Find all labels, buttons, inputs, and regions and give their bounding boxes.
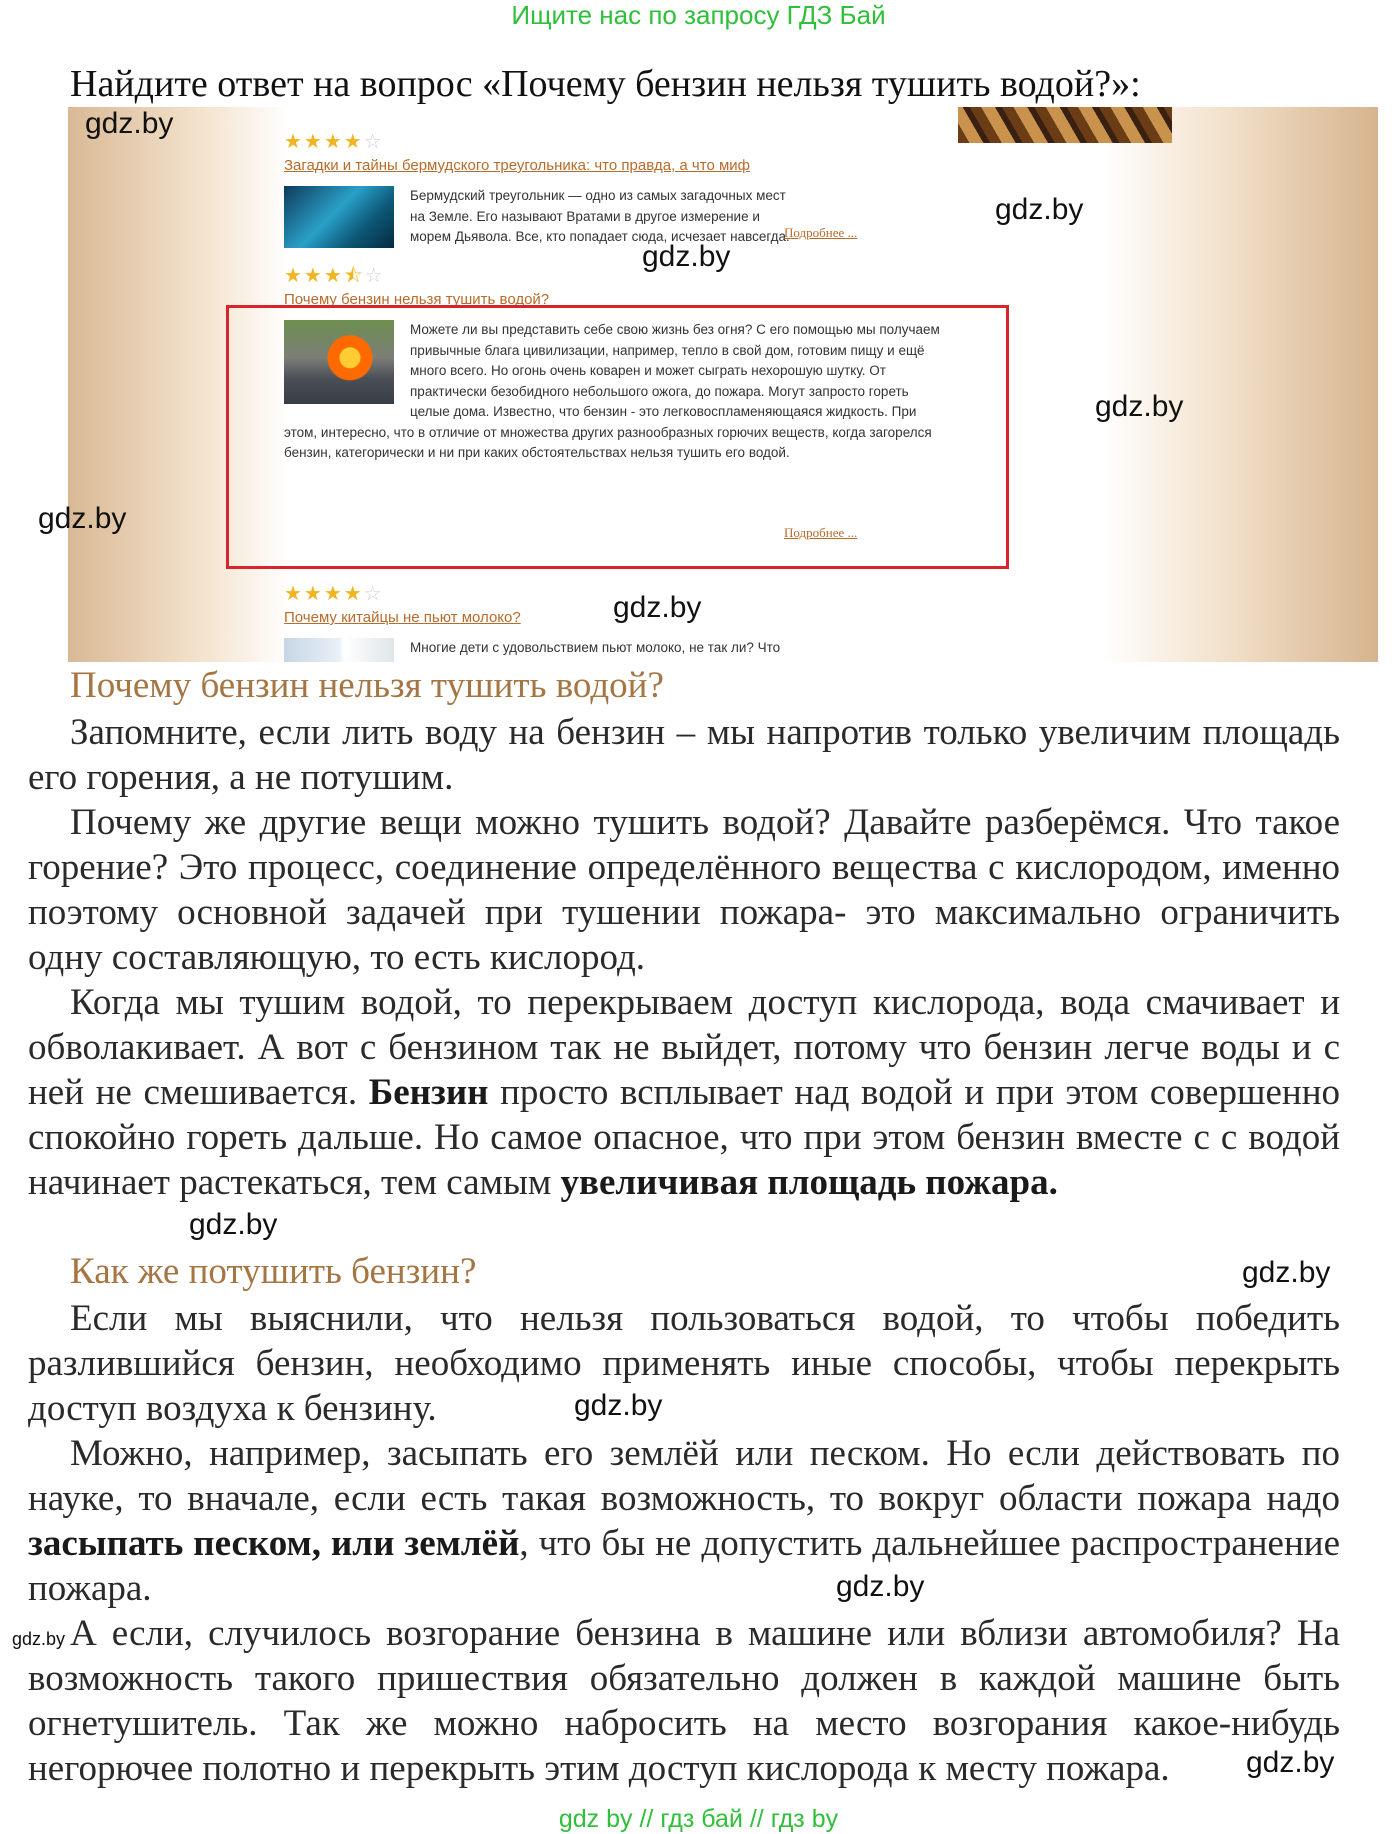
watermark: gdz.by: [1095, 390, 1184, 423]
watermark: gdz.by: [836, 1570, 925, 1603]
watermark: gdz.by: [574, 1389, 663, 1422]
paragraph: Когда мы тушим водой, то перекрываем доступ кислорода, вода смачивает и обволакивает. А вот с бензином так не выйдет, потому что бензин легче воды и с ней не смешивается. Бензин просто всплывает над водой и при этом совершенно спокойно гореть дальше. Но самое опасное, что при этом бензин вместе с с водой начинает растекаться, тем самым увеличивая площадь пожара.: [28, 982, 1340, 1203]
watermark: gdz.by: [38, 502, 127, 535]
article-link[interactable]: Почему бензин нельзя тушить водой?: [284, 291, 550, 308]
rating-stars: ★★★★☆: [284, 583, 384, 605]
bermuda-sea-image: [284, 186, 394, 248]
watermark: gdz.by: [1246, 1746, 1335, 1779]
site-screenshot: [68, 107, 1378, 662]
watermark: gdz.by: [995, 193, 1084, 226]
article-body: [284, 638, 1044, 662]
bottom-banner: gdz by // гдз бай // гдз by: [558, 1805, 839, 1833]
milk-image: [284, 638, 394, 662]
article-text: Можете ли вы представить себе свою жизнь без огня? С его помощью мы получаем привычные блага цивилизации, например, тепло в свой дом, готовим пищу и ещё много всего. Но огонь очень коварен и может сыграть нехорошую шутку. От практически безобидного небольшого ожога, до пожара. Могут запросто гореть целые дома. Известно, что бензин - это легковоспламеняющаяся жидкость. При этом, интересно, что в отличие от множества других разнообразных горючих веществ, когда загорелся бензин, категорически и ни при каких обстоятельствах нельзя тушить его водой.: [284, 322, 940, 460]
read-more-link[interactable]: Подробнее ...: [784, 225, 858, 240]
paragraph: Можно, например, засыпать его землёй или песком. Но если действовать по науке, то вначале, если есть такая возможность, то вокруг области пожара надо засыпать песком, или землёй, что бы не допустить дальнейшее распространение пожара.: [28, 1433, 1340, 1609]
watermark: gdz.by: [85, 107, 174, 140]
highlight-frame: [226, 305, 1009, 569]
watermark: gdz.by: [642, 240, 731, 273]
paragraph: Запомните, если лить воду на бензин – мы напротив только увеличим площадь его горения, а не потушим.: [28, 712, 1340, 798]
paragraph: А если, случилось возгорание бензина в машине или вблизи автомобиля? На возможность такого пришествия обязательно должен в каждой машине быть огнетушитель. Так же можно набросить на место возгорания какое-нибудь негорючее полотно и перекрыть этим доступ кислорода к месту пожара.: [28, 1613, 1340, 1789]
watermark: gdz.by: [12, 1629, 66, 1649]
top-banner: Ищите нас по запросу ГДЗ Бай: [511, 0, 886, 30]
article-link[interactable]: Почему китайцы не пьют молоко?: [284, 609, 521, 626]
article-text: Бермудский треугольник — одно из самых загадочных мест на Земле. Его называют Вратами в другое измерение и морем Дьявола. Все, кто попадает сюда, исчезает навсегда.: [410, 188, 790, 244]
rating-stars: ★★★⯪☆: [284, 265, 385, 287]
watermark: gdz.by: [1242, 1256, 1331, 1289]
section-heading: Как же потушить бензин?: [70, 1251, 477, 1292]
article-text: Многие дети с удовольствием пьют молоко, не так ли? Что: [410, 640, 781, 655]
question-text: Найдите ответ на вопрос «Почему бензин нельзя тушить водой?»:: [70, 63, 1141, 105]
read-more-link[interactable]: Подробнее ...: [784, 525, 858, 540]
section-heading: Почему бензин нельзя тушить водой?: [70, 665, 664, 706]
paragraph: Почему же другие вещи можно тушить водой? Давайте разберёмся. Что такое горение? Это процесс, соединение определённого вещества с кислородом, именно поэтому основной задачей при тушении пожара- это максимально ограничить одну составляющую, то есть кислород.: [28, 802, 1340, 978]
watermark: gdz.by: [613, 591, 702, 624]
watermark: gdz.by: [189, 1208, 278, 1241]
article-link[interactable]: Загадки и тайны бермудского треугольника: что правда, а что миф: [284, 157, 750, 174]
rating-stars: ★★★★☆: [284, 131, 384, 153]
paragraph: Если мы выяснили, что нельзя пользоваться водой, то чтобы победить разлившийся бензин, необходимо применять иные способы, чтобы перекрыть доступ воздуха к бензину.: [28, 1298, 1340, 1429]
